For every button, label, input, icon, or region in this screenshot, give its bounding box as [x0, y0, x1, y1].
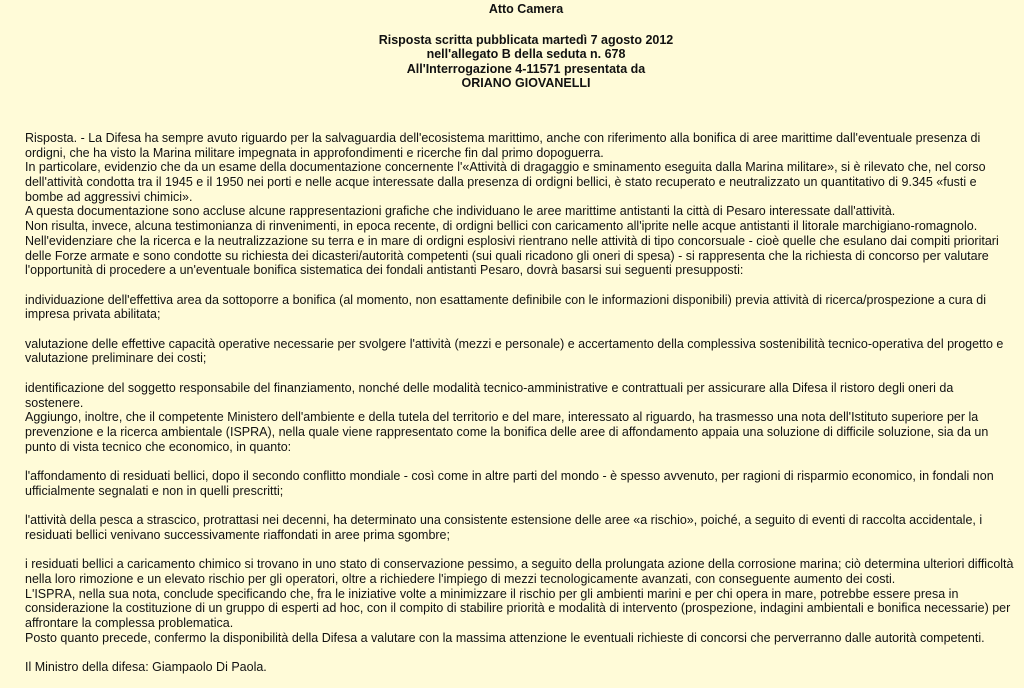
document-title: Atto Camera — [488, 2, 564, 16]
presenter-name: ORIANO GIOVANELLI — [461, 76, 591, 91]
minister-signature: Il Ministro della difesa: Giampaolo Di Paola. — [25, 660, 267, 675]
list-item-chemical-residuals: i residuati bellici a caricamento chimico si trovano in uno stato di conservazione pessimo, a seguito della prolungata azione della corrosione marina; ciò determina ulteriori difficoltà nella loro rimozione e un elevato rischio per gli operatori, oltre a richiedere l'impiego di mezzi tecnologicamente avanzati, con conseguente aumento dei costi. — [25, 557, 1014, 586]
response-publication-line: Risposta scritta pubblicata martedì 7 agosto 2012 — [378, 32, 674, 47]
list-item-capacity-evaluation: valutazione delle effettive capacità operative necessarie per svolgere l'attività (mezzi e personale) e accertamento della complessiva sostenibilità tecnico-operativa del progetto e valutazione preliminare dei costi; — [25, 336, 1004, 366]
paragraph-documentation: In particolare, evidenzio che da un esame della documentazione concernente l'«Attività di dragaggio e sminamento eseguita dalla Marina militare», si è rilevato che, nel corso dell'attività condotta tra il 1945 e il 1950 nei porti e nelle acque interessate dalla presenza di ordigni bellici, è stato recuperato e neutralizzato un quantitativo di 9.345 «fusti e bombe ad aggressivi chimici». — [25, 160, 986, 204]
paragraph-confirmation: Posto quanto precede, confermo la disponibilità della Difesa a valutare con la massima attenzione le eventuali richieste di concorsi che perverranno dalle autorità competenti. — [25, 630, 985, 645]
paragraph-no-testimony: Non risulta, invece, alcuna testimonianza di rinvenimenti, in epoca recente, di ordigni bellici con caricamento all'iprite nelle acque antistanti il litorale marchigiano-romagnolo. — [25, 219, 978, 234]
list-item-trawling: l'attività della pesca a strascico, protrattasi nei decenni, ha determinato una consistente estensione delle aree «a rischio», poiché, a seguito di eventi di raccolta accidentale, i residuati bellici venivano successivamente riaffondati in aree prima sgombre; — [25, 513, 983, 542]
document-body — [0, 131, 1024, 675]
interrogation-line: All'Interrogazione 4-11571 presentata da — [406, 61, 646, 76]
paragraph-ispra-conclusion: L'ISPRA, nella sua nota, conclude specificando che, fra le iniziative volte a minimizzare il rischio per gli ambienti marini e per chi opera in mare, potrebbe essere presa in considerazione la costituzione di un gruppo di esperti ad hoc, con il compito di stabilire priorità e modalità di intervento (prospezione, indagini ambientali e bonifica necessarie) per affrontare la complessa problematica. — [25, 586, 1011, 631]
paragraph-graphics: A questa documentazione sono accluse alcune rappresentazioni grafiche che individuano le aree marittime antistanti la città di Pesaro interessate dall'attività. — [25, 204, 896, 219]
paragraph-intro: Risposta. - La Difesa ha sempre avuto riguardo per la salvaguardia dell'ecosistema marittimo, anche con riferimento alla bonifica di aree marittime dall'eventuale presenza di ordigni, che ha visto la Marina militare impegnata in approfondimenti e ricerche fin dal primo dopoguerra. — [25, 130, 981, 160]
list-item-identification-area: individuazione dell'effettiva area da sottoporre a bonifica (al momento, non esattamente definibile con le informazioni disponibili) previa attività di ricerca/prospezione a cura di impresa privata abilitata; — [25, 292, 987, 322]
list-item-sinking: l'affondamento di residuati bellici, dopo il secondo conflitto mondiale - così come in altre parti del mondo - è spesso avvenuto, per ragioni di risparmio economico, in fondali non ufficialmente segnalati e non in quelli prescritti; — [25, 469, 994, 498]
attachment-session-line: nell'allegato B della seduta n. 678 — [426, 47, 626, 62]
paragraph-ispra-note: Aggiungo, inoltre, che il competente Ministero dell'ambiente e della tutela del territorio e del mare, interessato al riguardo, ha trasmesso una nota dell'Istituto superiore per la prevenzione e la ricerca ambientale (ISPRA), nella quale viene rappresentato come la bonifica delle aree di affondamento appaia una soluzione di difficile soluzione, sia da un punto di vista tecnico che economico, in quanto: — [25, 410, 989, 454]
paragraph-requirements-intro: Nell'evidenziare che la ricerca e la neutralizzazione su terra e in mare di ordigni esplosivi rientrano nelle attività di tipo concorsuale - cioè quelle che esulano dai compiti prioritari delle Forze armate e sono condotte su richiesta dei dicasteri/autorità competenti (sui quali ricadono gli oneri di spesa) - si rappresenta che la richiesta di concorso per valutare l'opportunità di procedere a un'eventuale bonifica sistematica dei fondali antistanti Pesaro, dovrà basarsi sui seguenti presupposti: — [25, 233, 999, 278]
list-item-funding: identificazione del soggetto responsabile del finanziamento, nonché delle modalità tecnico-amministrative e contrattuali per assicurare alla Difesa il ristoro degli oneri da sostenere. — [25, 380, 954, 410]
document-header — [28, 0, 1024, 91]
